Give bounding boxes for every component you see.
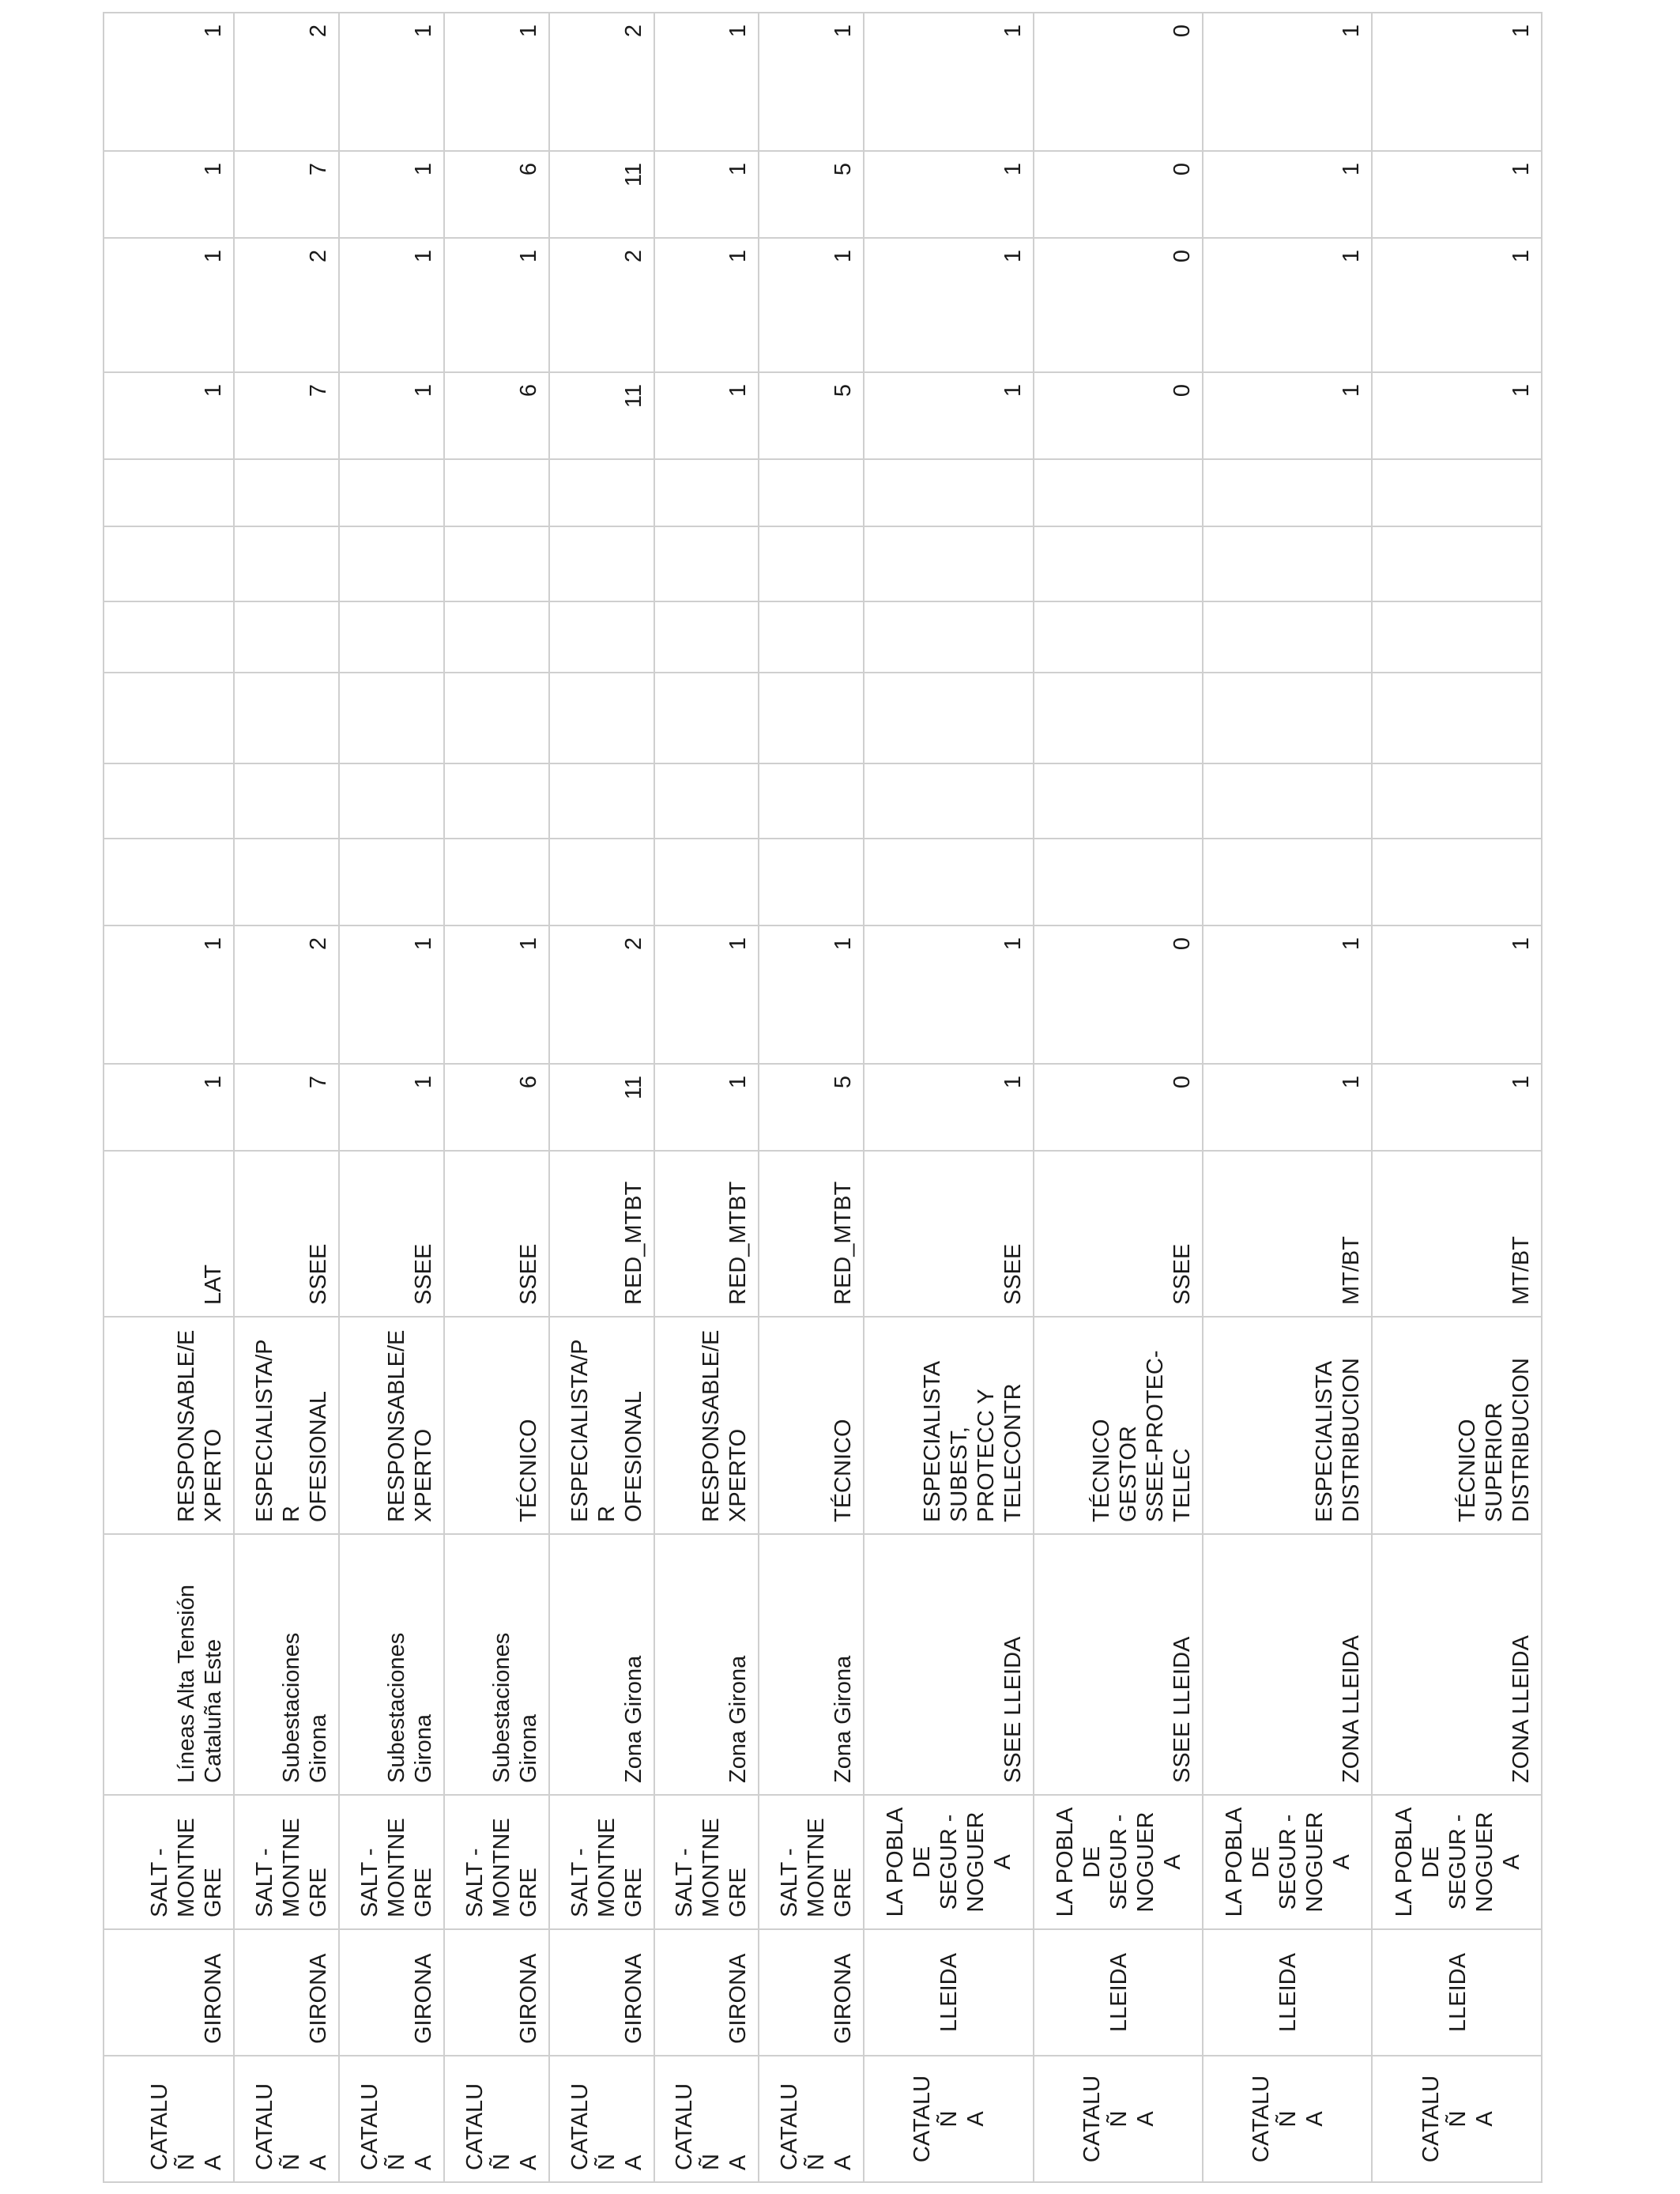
puesto-cell: RESPONSABLE/E XPERTO — [104, 1317, 234, 1534]
empty-cell — [549, 763, 654, 839]
count-cell: 1 — [1203, 925, 1372, 1064]
area-cell: LAT — [104, 1151, 234, 1317]
unidad-cell: SSEE LLEIDA — [1034, 1534, 1203, 1795]
municipio-cell: SALT - MONTNE GRE — [654, 1795, 759, 1929]
empty-cell — [759, 459, 864, 526]
provincia-cell: GIRONA — [654, 1929, 759, 2056]
empty-cell — [654, 673, 759, 763]
table-row — [234, 13, 339, 2182]
empty-cell — [339, 459, 444, 526]
table-row — [104, 13, 234, 2182]
count-cell: 1 — [654, 13, 759, 151]
provincia-cell: GIRONA — [444, 1929, 549, 2056]
area-cell: SSEE — [339, 1151, 444, 1317]
municipio-cell: SALT - MONTNE GRE — [444, 1795, 549, 1929]
empty-cell — [1372, 601, 1542, 673]
empty-cell — [1372, 763, 1542, 839]
empty-cell — [234, 839, 339, 925]
table-row — [1372, 13, 1542, 2182]
empty-cell — [759, 839, 864, 925]
comunidad-cell: CATALUÑ A — [1203, 2056, 1372, 2182]
table-row — [1034, 13, 1203, 2182]
empty-cell — [1034, 459, 1203, 526]
empty-cell — [444, 526, 549, 601]
empty-cell — [339, 673, 444, 763]
puesto-cell: TÉCNICO — [444, 1317, 549, 1534]
provincia-cell: LLEIDA — [1372, 1929, 1542, 2056]
empty-cell — [1372, 459, 1542, 526]
empty-cell — [1034, 839, 1203, 925]
count-cell: 1 — [654, 1064, 759, 1151]
count-cell: 1 — [339, 238, 444, 372]
empty-cell — [1034, 601, 1203, 673]
unidad-cell: Subestaciones Girona — [234, 1534, 339, 1795]
count-cell: 1 — [654, 372, 759, 459]
empty-cell — [654, 763, 759, 839]
area-cell: SSEE — [864, 1151, 1033, 1317]
count-cell: 1 — [444, 13, 549, 151]
empty-cell — [104, 673, 234, 763]
provincia-cell: GIRONA — [759, 1929, 864, 2056]
comunidad-cell: CATALUÑ A — [444, 2056, 549, 2182]
empty-cell — [864, 526, 1033, 601]
empty-cell — [1203, 459, 1372, 526]
provincia-cell: GIRONA — [339, 1929, 444, 2056]
count-cell: 1 — [1203, 238, 1372, 372]
empty-cell — [444, 673, 549, 763]
count-cell: 7 — [234, 1064, 339, 1151]
count-cell: 7 — [234, 372, 339, 459]
table-row — [1203, 13, 1372, 2182]
empty-cell — [759, 763, 864, 839]
count-cell: 1 — [104, 925, 234, 1064]
puesto-cell: ESPECIALISTA/PR OFESIONAL — [234, 1317, 339, 1534]
puesto-cell: ESPECIALISTA DISTRIBUCION — [1203, 1317, 1372, 1534]
table-row — [339, 13, 444, 2182]
puesto-cell: TÉCNICO SUPERIOR DISTRIBUCION — [1372, 1317, 1542, 1534]
comunidad-cell: CATALUÑ A — [1034, 2056, 1203, 2182]
municipio-cell: LA POBLA DE SEGUR - NOGUER A — [1203, 1795, 1372, 1929]
count-cell: 1 — [759, 238, 864, 372]
area-cell: RED_MTBT — [654, 1151, 759, 1317]
empty-cell — [549, 673, 654, 763]
empty-cell — [234, 763, 339, 839]
puesto-cell: TÉCNICO — [759, 1317, 864, 1534]
count-cell: 1 — [104, 1064, 234, 1151]
count-cell: 1 — [339, 372, 444, 459]
comunidad-cell: CATALUÑ A — [864, 2056, 1033, 2182]
comunidad-cell: CATALUÑ A — [1372, 2056, 1542, 2182]
comunidad-cell: CATALUÑ A — [339, 2056, 444, 2182]
empty-cell — [444, 763, 549, 839]
puesto-cell: ESPECIALISTA/PR OFESIONAL — [549, 1317, 654, 1534]
empty-cell — [1034, 526, 1203, 601]
empty-cell — [339, 601, 444, 673]
empty-cell — [864, 673, 1033, 763]
area-cell: MT/BT — [1372, 1151, 1542, 1317]
municipio-cell: SALT - MONTNE GRE — [759, 1795, 864, 1929]
municipio-cell: SALT - MONTNE GRE — [339, 1795, 444, 1929]
count-cell: 1 — [864, 925, 1033, 1064]
comunidad-cell: CATALUÑ A — [759, 2056, 864, 2182]
count-cell: 1 — [759, 925, 864, 1064]
rotated-table-container — [103, 13, 1543, 2183]
count-cell: 1 — [864, 151, 1033, 238]
count-cell: 1 — [1372, 1064, 1542, 1151]
count-cell: 1 — [339, 925, 444, 1064]
count-cell: 1 — [864, 372, 1033, 459]
count-cell: 1 — [1372, 372, 1542, 459]
empty-cell — [444, 601, 549, 673]
count-cell: 1 — [444, 238, 549, 372]
count-cell: 6 — [444, 372, 549, 459]
empty-cell — [234, 673, 339, 763]
empty-cell — [104, 601, 234, 673]
count-cell: 1 — [1203, 372, 1372, 459]
empty-cell — [654, 839, 759, 925]
unidad-cell: Líneas Alta Tensión Cataluña Este — [104, 1534, 234, 1795]
count-cell: 0 — [1034, 151, 1203, 238]
unidad-cell: SSEE LLEIDA — [864, 1534, 1033, 1795]
empty-cell — [444, 839, 549, 925]
count-cell: 0 — [1034, 13, 1203, 151]
provincia-cell: GIRONA — [549, 1929, 654, 2056]
count-cell: 1 — [444, 925, 549, 1064]
empty-cell — [654, 601, 759, 673]
empty-cell — [444, 459, 549, 526]
count-cell: 2 — [234, 238, 339, 372]
count-cell: 1 — [864, 238, 1033, 372]
empty-cell — [549, 839, 654, 925]
table-row — [654, 13, 759, 2182]
provincia-cell: LLEIDA — [1034, 1929, 1203, 2056]
count-cell: 11 — [549, 372, 654, 459]
area-cell: SSEE — [444, 1151, 549, 1317]
puesto-cell: TÉCNICO GESTOR SSEE-PROTEC- TELEC — [1034, 1317, 1203, 1534]
empty-cell — [549, 526, 654, 601]
count-cell: 1 — [654, 238, 759, 372]
count-cell: 2 — [234, 13, 339, 151]
empty-cell — [339, 839, 444, 925]
empty-cell — [1203, 601, 1372, 673]
count-cell: 5 — [759, 372, 864, 459]
unidad-cell: ZONA LLEIDA — [1203, 1534, 1372, 1795]
empty-cell — [104, 763, 234, 839]
unidad-cell: Zona Girona — [654, 1534, 759, 1795]
count-cell: 6 — [444, 151, 549, 238]
empty-cell — [1203, 763, 1372, 839]
count-cell: 1 — [339, 151, 444, 238]
area-cell: SSEE — [1034, 1151, 1203, 1317]
count-cell: 1 — [1203, 13, 1372, 151]
empty-cell — [864, 763, 1033, 839]
count-cell: 1 — [654, 925, 759, 1064]
count-cell: 1 — [759, 13, 864, 151]
empty-cell — [1034, 763, 1203, 839]
count-cell: 1 — [1203, 1064, 1372, 1151]
count-cell: 2 — [234, 925, 339, 1064]
area-cell: RED_MTBT — [549, 1151, 654, 1317]
empty-cell — [759, 526, 864, 601]
table-body — [104, 13, 1542, 2182]
area-cell: SSEE — [234, 1151, 339, 1317]
empty-cell — [339, 763, 444, 839]
empty-cell — [104, 459, 234, 526]
empty-cell — [234, 601, 339, 673]
empty-cell — [1372, 673, 1542, 763]
municipio-cell: LA POBLA DE SEGUR - NOGUER A — [864, 1795, 1033, 1929]
count-cell: 0 — [1034, 372, 1203, 459]
empty-cell — [104, 839, 234, 925]
comunidad-cell: CATALUÑ A — [234, 2056, 339, 2182]
empty-cell — [234, 526, 339, 601]
provincia-cell: GIRONA — [104, 1929, 234, 2056]
count-cell: 5 — [759, 151, 864, 238]
count-cell: 1 — [339, 13, 444, 151]
count-cell: 1 — [1372, 925, 1542, 1064]
provincia-cell: GIRONA — [234, 1929, 339, 2056]
empty-cell — [654, 526, 759, 601]
municipio-cell: SALT - MONTNE GRE — [234, 1795, 339, 1929]
empty-cell — [1203, 526, 1372, 601]
municipio-cell: SALT - MONTNE GRE — [104, 1795, 234, 1929]
municipio-cell: LA POBLA DE SEGUR - NOGUER A — [1372, 1795, 1542, 1929]
table-row — [864, 13, 1033, 2182]
count-cell: 1 — [654, 151, 759, 238]
count-cell: 1 — [104, 238, 234, 372]
count-cell: 1 — [104, 13, 234, 151]
empty-cell — [759, 673, 864, 763]
area-cell: MT/BT — [1203, 1151, 1372, 1317]
empty-cell — [864, 839, 1033, 925]
puesto-cell: RESPONSABLE/E XPERTO — [339, 1317, 444, 1534]
empty-cell — [759, 601, 864, 673]
empty-cell — [1034, 673, 1203, 763]
comunidad-cell: CATALUÑ A — [549, 2056, 654, 2182]
count-cell: 1 — [1372, 238, 1542, 372]
comunidad-cell: CATALUÑ A — [104, 2056, 234, 2182]
provincia-cell: LLEIDA — [864, 1929, 1033, 2056]
unidad-cell: Subestaciones Girona — [444, 1534, 549, 1795]
count-cell: 1 — [104, 151, 234, 238]
provincia-cell: LLEIDA — [1203, 1929, 1372, 2056]
table-row — [549, 13, 654, 2182]
count-cell: 11 — [549, 151, 654, 238]
count-cell: 7 — [234, 151, 339, 238]
count-cell: 1 — [1203, 151, 1372, 238]
empty-cell — [549, 459, 654, 526]
count-cell: 1 — [104, 372, 234, 459]
empty-cell — [339, 526, 444, 601]
area-cell: RED_MTBT — [759, 1151, 864, 1317]
unidad-cell: Zona Girona — [549, 1534, 654, 1795]
count-cell: 6 — [444, 1064, 549, 1151]
municipio-cell: SALT - MONTNE GRE — [549, 1795, 654, 1929]
empty-cell — [549, 601, 654, 673]
count-cell: 1 — [864, 13, 1033, 151]
count-cell: 2 — [549, 925, 654, 1064]
municipio-cell: LA POBLA DE SEGUR - NOGUER A — [1034, 1795, 1203, 1929]
count-cell: 0 — [1034, 925, 1203, 1064]
count-cell: 11 — [549, 1064, 654, 1151]
empty-cell — [864, 601, 1033, 673]
empty-cell — [864, 459, 1033, 526]
empty-cell — [1372, 526, 1542, 601]
empty-cell — [1203, 839, 1372, 925]
count-cell: 5 — [759, 1064, 864, 1151]
empty-cell — [654, 459, 759, 526]
count-cell: 0 — [1034, 238, 1203, 372]
unidad-cell: Zona Girona — [759, 1534, 864, 1795]
puesto-cell: ESPECIALISTA SUBEST, PROTECC Y TELECONTR — [864, 1317, 1033, 1534]
empty-cell — [104, 526, 234, 601]
count-cell: 2 — [549, 238, 654, 372]
staffing-table — [103, 12, 1543, 2183]
count-cell: 1 — [1372, 151, 1542, 238]
unidad-cell: ZONA LLEIDA — [1372, 1534, 1542, 1795]
puesto-cell: RESPONSABLE/E XPERTO — [654, 1317, 759, 1534]
table-row — [759, 13, 864, 2182]
count-cell: 1 — [1372, 13, 1542, 151]
count-cell: 1 — [339, 1064, 444, 1151]
count-cell: 0 — [1034, 1064, 1203, 1151]
comunidad-cell: CATALUÑ A — [654, 2056, 759, 2182]
empty-cell — [1372, 839, 1542, 925]
count-cell: 1 — [864, 1064, 1033, 1151]
table-row — [444, 13, 549, 2182]
unidad-cell: Subestaciones Girona — [339, 1534, 444, 1795]
empty-cell — [1203, 673, 1372, 763]
count-cell: 2 — [549, 13, 654, 151]
empty-cell — [234, 459, 339, 526]
